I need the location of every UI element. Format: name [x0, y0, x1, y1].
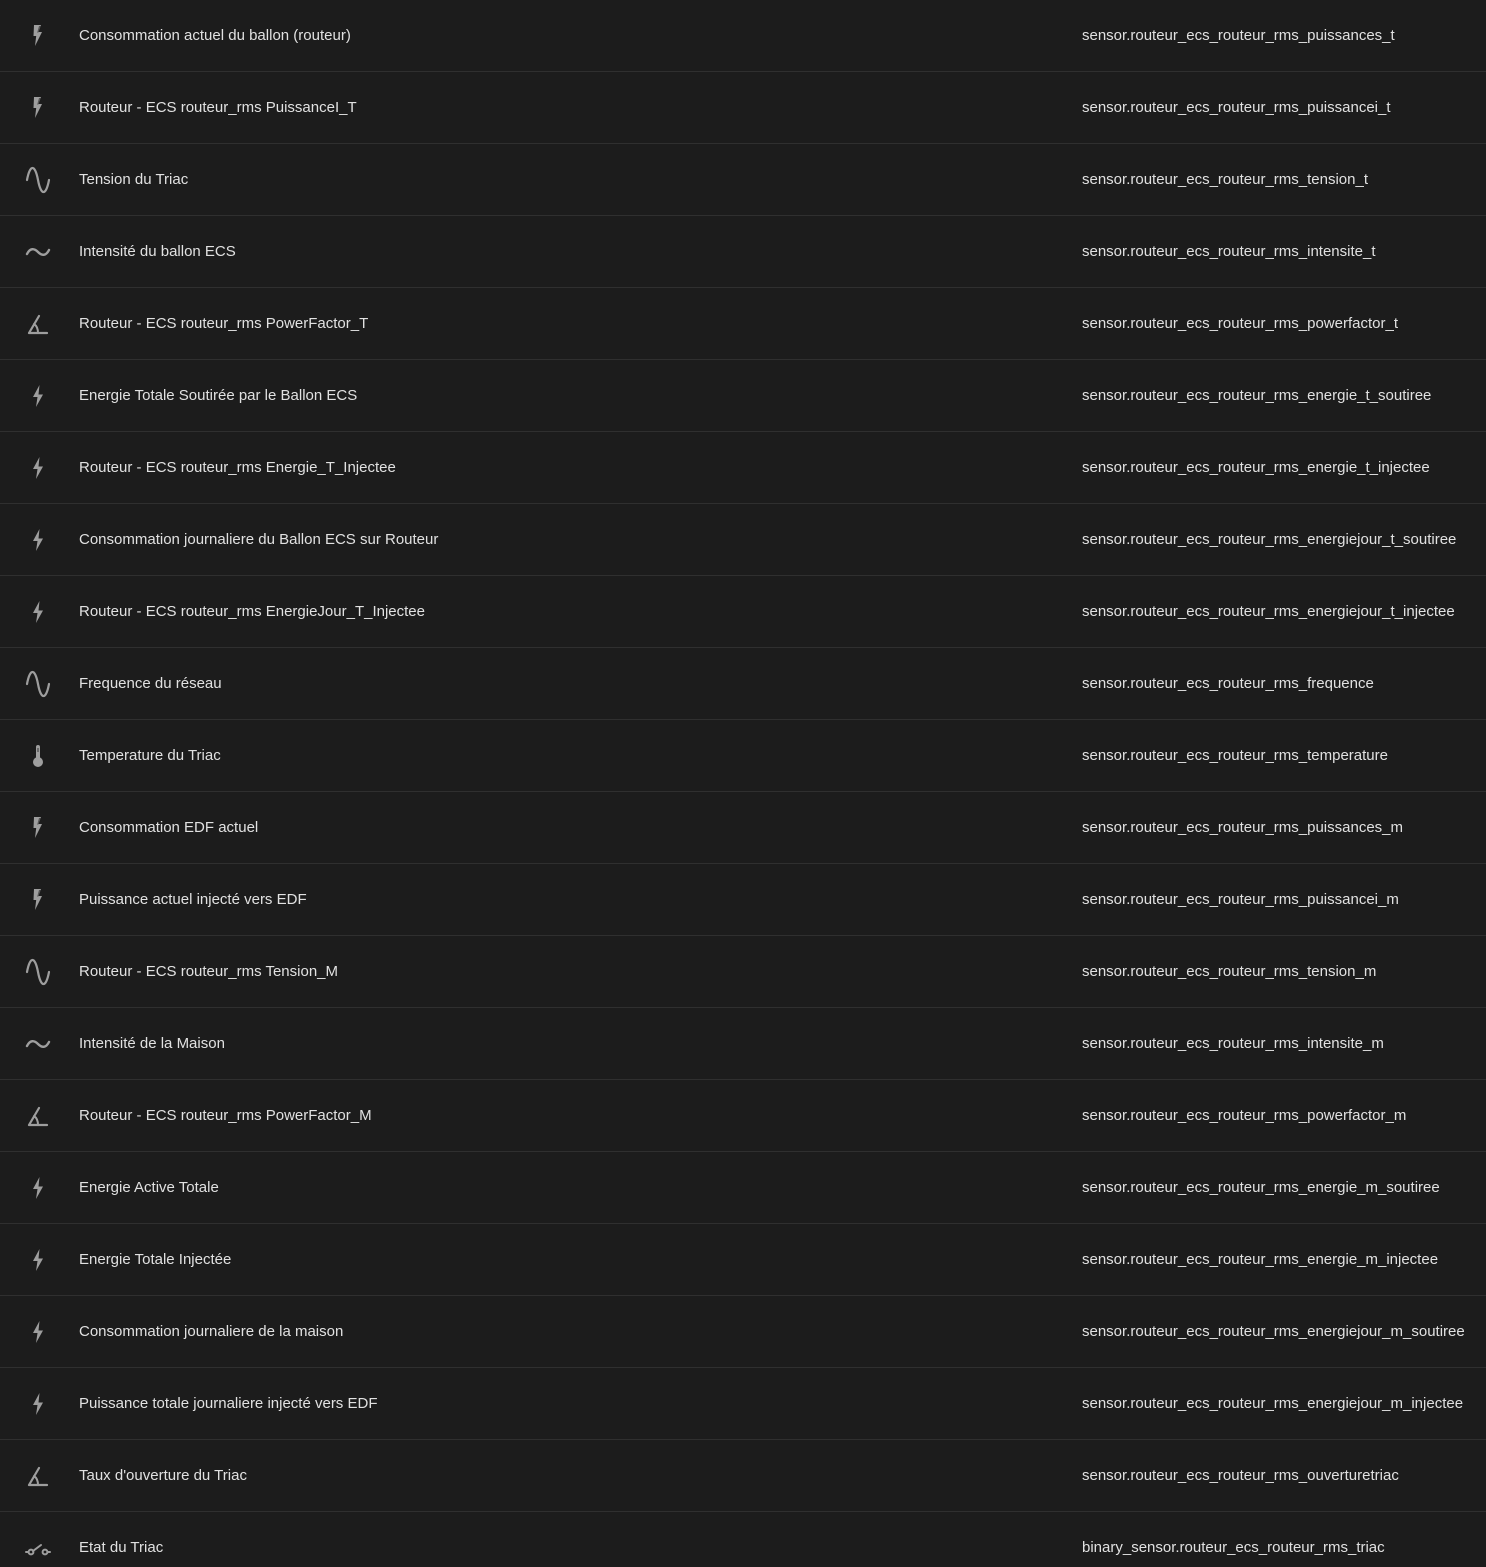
entity-name: Energie Active Totale	[79, 1179, 219, 1196]
sine-wave-icon	[24, 166, 52, 194]
entity-name: Consommation journaliere du Ballon ECS sur Routeur	[79, 531, 439, 548]
entity-row[interactable]	[0, 216, 1486, 288]
entity-id: sensor.routeur_ecs_routeur_rms_powerfactor_t	[1082, 315, 1398, 332]
entity-row[interactable]	[0, 1080, 1486, 1152]
entity-id: sensor.routeur_ecs_routeur_rms_energie_m_soutiree	[1082, 1179, 1440, 1196]
entity-id: sensor.routeur_ecs_routeur_rms_energiejour_t_soutiree	[1082, 531, 1457, 548]
entity-name: Routeur - ECS routeur_rms PowerFactor_M	[79, 1107, 372, 1124]
entity-id: sensor.routeur_ecs_routeur_rms_puissancei_t	[1082, 99, 1391, 116]
entity-id: sensor.routeur_ecs_routeur_rms_temperature	[1082, 747, 1388, 764]
entity-name: Temperature du Triac	[79, 747, 221, 764]
flash-icon	[24, 1390, 52, 1418]
entity-row[interactable]	[0, 432, 1486, 504]
electric-switch-icon	[24, 1534, 52, 1562]
entity-id: sensor.routeur_ecs_routeur_rms_tension_t	[1082, 171, 1368, 188]
entity-name: Intensité du ballon ECS	[79, 243, 236, 260]
entity-name: Frequence du réseau	[79, 675, 222, 692]
entity-row[interactable]	[0, 720, 1486, 792]
angle-acute-icon	[24, 310, 52, 338]
entity-name: Routeur - ECS routeur_rms PowerFactor_T	[79, 315, 369, 332]
entity-row[interactable]	[0, 648, 1486, 720]
flash-icon	[24, 598, 52, 626]
flash-outline-icon	[24, 22, 52, 50]
entity-row[interactable]	[0, 1224, 1486, 1296]
entity-id: sensor.routeur_ecs_routeur_rms_puissances_t	[1082, 27, 1395, 44]
entity-id: sensor.routeur_ecs_routeur_rms_energie_m_injectee	[1082, 1251, 1439, 1268]
entity-id: sensor.routeur_ecs_routeur_rms_powerfactor_m	[1082, 1107, 1407, 1124]
entity-name: Consommation actuel du ballon (routeur)	[79, 27, 351, 44]
sine-wave-icon	[24, 958, 52, 986]
sine-wave-icon	[24, 670, 52, 698]
flash-icon	[24, 382, 52, 410]
entity-row[interactable]	[0, 0, 1486, 72]
entity-row[interactable]	[0, 288, 1486, 360]
angle-acute-icon	[24, 1462, 52, 1490]
entity-id: binary_sensor.routeur_ecs_routeur_rms_triac	[1082, 1539, 1385, 1556]
angle-acute-icon	[24, 1102, 52, 1130]
flash-outline-icon	[24, 886, 52, 914]
entity-id: sensor.routeur_ecs_routeur_rms_energiejour_m_injectee	[1082, 1395, 1464, 1412]
entity-id: sensor.routeur_ecs_routeur_rms_intensite_m	[1082, 1035, 1384, 1052]
entity-name: Puissance actuel injecté vers EDF	[79, 891, 307, 908]
entity-row[interactable]	[0, 576, 1486, 648]
entity-name: Tension du Triac	[79, 171, 189, 188]
entity-row[interactable]	[0, 504, 1486, 576]
flash-icon	[24, 1318, 52, 1346]
entity-name: Energie Totale Injectée	[79, 1251, 232, 1268]
entity-row[interactable]	[0, 936, 1486, 1008]
entity-row[interactable]	[0, 792, 1486, 864]
entity-name: Consommation EDF actuel	[79, 819, 259, 836]
flash-outline-icon	[24, 814, 52, 842]
entity-id: sensor.routeur_ecs_routeur_rms_tension_m	[1082, 963, 1377, 980]
entity-id: sensor.routeur_ecs_routeur_rms_energie_t_soutiree	[1082, 387, 1432, 404]
flash-icon	[24, 1174, 52, 1202]
entity-id: sensor.routeur_ecs_routeur_rms_intensite_t	[1082, 243, 1376, 260]
flash-icon	[24, 454, 52, 482]
entity-id: sensor.routeur_ecs_routeur_rms_ouverturetriac	[1082, 1467, 1399, 1484]
entity-name: Taux d'ouverture du Triac	[79, 1467, 247, 1484]
entity-id: sensor.routeur_ecs_routeur_rms_energiejour_t_injectee	[1082, 603, 1455, 620]
entity-row[interactable]	[0, 1440, 1486, 1512]
flash-icon	[24, 526, 52, 554]
entity-row[interactable]	[0, 72, 1486, 144]
entity-id: sensor.routeur_ecs_routeur_rms_frequence	[1082, 675, 1374, 692]
entity-id: sensor.routeur_ecs_routeur_rms_energiejour_m_soutiree	[1082, 1323, 1465, 1340]
entity-name: Energie Totale Soutirée par le Ballon ECS	[79, 387, 358, 404]
entity-id: sensor.routeur_ecs_routeur_rms_puissances_m	[1082, 819, 1403, 836]
flash-outline-icon	[24, 94, 52, 122]
entity-row[interactable]	[0, 1368, 1486, 1440]
entity-name: Routeur - ECS routeur_rms PuissanceI_T	[79, 99, 357, 116]
entity-row[interactable]	[0, 1512, 1486, 1567]
entity-row[interactable]	[0, 1296, 1486, 1368]
entity-row[interactable]	[0, 144, 1486, 216]
entity-name: Routeur - ECS routeur_rms Energie_T_Injectee	[79, 459, 396, 476]
entity-row[interactable]	[0, 864, 1486, 936]
thermometer-icon	[24, 742, 52, 770]
entity-id: sensor.routeur_ecs_routeur_rms_energie_t_injectee	[1082, 459, 1430, 476]
flash-icon	[24, 1246, 52, 1274]
entity-name: Etat du Triac	[79, 1539, 164, 1556]
entity-name: Consommation journaliere de la maison	[79, 1323, 344, 1340]
entity-id: sensor.routeur_ecs_routeur_rms_puissancei_m	[1082, 891, 1399, 908]
entity-name: Puissance totale journaliere injecté vers EDF	[79, 1395, 378, 1412]
current-ac-icon	[24, 238, 52, 266]
entity-row[interactable]	[0, 1008, 1486, 1080]
entity-name: Routeur - ECS routeur_rms EnergieJour_T_Injectee	[79, 603, 425, 620]
entity-name: Routeur - ECS routeur_rms Tension_M	[79, 963, 338, 980]
entity-row[interactable]	[0, 1152, 1486, 1224]
entity-name: Intensité de la Maison	[79, 1035, 225, 1052]
entity-row[interactable]	[0, 360, 1486, 432]
current-ac-icon	[24, 1030, 52, 1058]
